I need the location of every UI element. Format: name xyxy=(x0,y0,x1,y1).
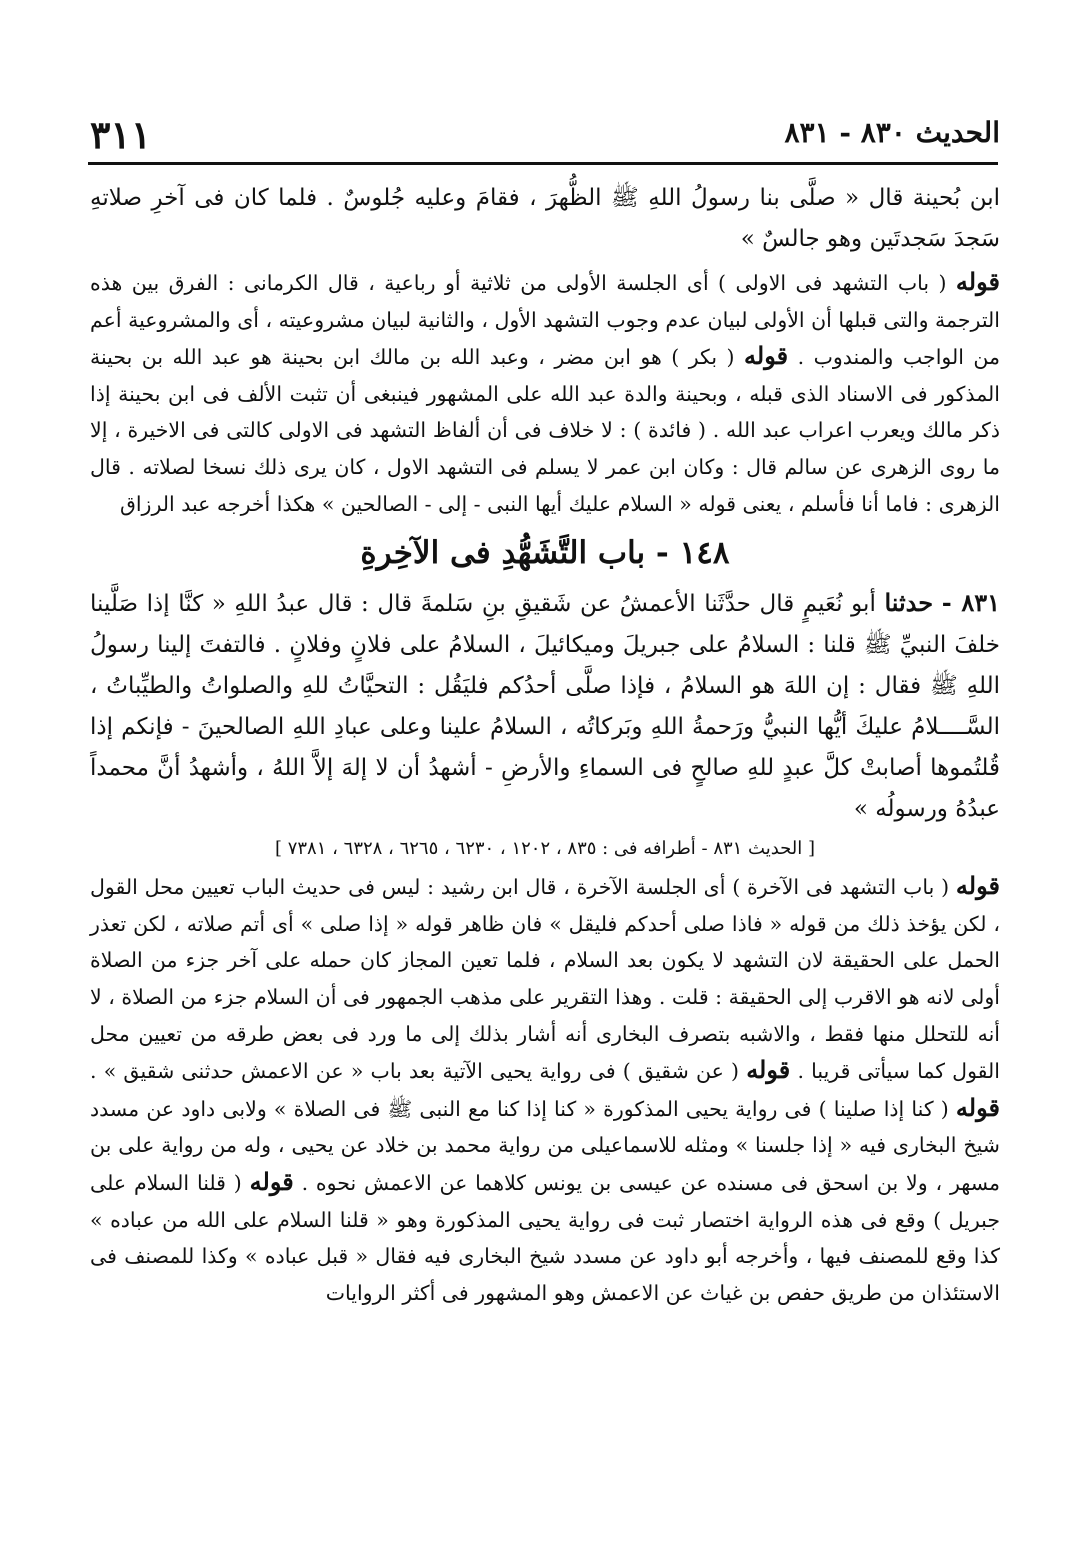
commentary-text: ( باب التشهد فى الآخرة ) أى الجلسة الآخرة ، قال ابن رشيد : ليس فى حديث الباب تعيين محل القول ، لكن يؤخذ ذلك من قوله « فاذا صلى أحدكم فليقل » فان ظاهر قوله « إذا صلى » أى أتم صلاته ، لكن تعذر الحمل على الحقيقة لان التشهد لا يكون بعد السلام ، فلما تعين المجاز كان حمله على آخر جزء من الصلاة أولى لانه هو الاقرب إلى الحقيقة : قلت . وهذا التقرير على مذهب الجمهور فى أن السلام جزء من الصلاة ، لا أنه للتحلل منها فقط ، والاشبه بتصرف البخارى أنه أشار بذلك إلى ما ورد فى بعض طرقه من تعيين محل القول كما سيأتى قريبا . xyxy=(90,875,1000,1084)
page-body xyxy=(90,178,1000,1311)
qawluhu-keyword: قوله xyxy=(955,871,1000,901)
commentary-paragraph-1 xyxy=(90,264,1000,522)
page-number: ٣١١ xyxy=(90,112,152,157)
chapter-title: ١٤٨ - باب التَّشَهُّدِ فى الآخِرةِ xyxy=(360,535,730,572)
qawluhu-keyword: قوله xyxy=(746,1055,791,1085)
commentary-text: ( كنا إذا صلينا ) فى رواية يحيى المذكورة « كنا إذا كنا مع النبى ﷺ فى الصلاة » ولابى داود عن مسدد شيخ البخارى فيه « إذا جلسنا » ومثله للاسماعيلى من رواية محمد بن خلاد عن يحيى ، وله من رواية على بن مسهر ، ولا بن اسحق فى مسنده عن عيسى بن يونس كلاهما عن الاعمش نحوه . xyxy=(90,1096,1000,1195)
hadith-number: ٨٣١ - xyxy=(941,588,1000,618)
running-title: الحديث ٨٣٠ - ٨٣١ xyxy=(784,116,1000,149)
commentary-text: ( بكر ) هو ابن مضر ، وعبد الله بن مالك ابن بحينة هو عبد الله بن بحينة المذكور فى الاسناد الذى قبله ، وبحينة والدة عبد الله على المشهور فينبغى أن تثبت الألف فى ابن بحينة إذا ذكر مالك ويعرب اعراب عبد الله . ( فائدة ) : لا خلاف فى أن ألفاظ التشهد فى الاولى كالتى فى الاخيرة ، إلا ما روى الزهرى عن سالم قال : وكان ابن عمر لا يسلم فى التشهد الاول ، كان يرى ذلك نسخا لصلاته . قال الزهرى : فاما أنا فأسلم ، يعنى قوله « السلام عليك أيها النبى - إلى - الصالحين » هكذا أخرجه عبد الرزاق xyxy=(90,345,1000,516)
commentary-text: ( قلنا السلام على جبريل ) وقع فى هذه الرواية اختصار ثبت فى رواية يحيى المذكورة وهو « قلنا السلام على الله من عباده » كذا وقع للمصنف فيها ، وأخرجه أبو داود عن مسدد شيخ البخارى فيه فقال « قبل عباده » وكذا للمصنف فى الاستئذان من طريق حفص بن غياث عن الاعمش وهو المشهور فى أكثر الروايات xyxy=(90,1170,1000,1305)
commentary-text: ( عن شقيق ) فى رواية يحيى الآتية بعد باب « عن الاعمش حدثنى شقيق » . xyxy=(90,1059,739,1084)
commentary-text: ( باب التشهد فى الاولى ) أى الجلسة الأولى من ثلاثية أو رباعية ، قال الكرمانى : الفرق بين هذه الترجمة والتى قبلها أن الأولى لبيان عدم وجوب التشهد الأول ، والثانية لبيان مشروعيته ، أى والمشروعية أعم من الواجب والمندوب . xyxy=(90,271,1000,370)
qawluhu-keyword: قوله xyxy=(955,267,1000,296)
hadith-paragraph xyxy=(90,582,1000,830)
header-rule xyxy=(88,162,998,165)
hadith-text: أبو نُعَيمٍ قال حدَّثَنا الأعمشُ عن شَقيقِ بنِ سَلمةَ قال : قال عبدُ اللهِ « كنَّا إذا صَلَّينا خلفَ النبيِّ ﷺ قلنا : السلامُ على جبريلَ وميكائيلَ ، السلامُ على فلانٍ وفلانٍ . فالتفتَ إلينا رسولُ اللهِ ﷺ فقال : إن اللهَ هو السلامُ ، فإذا صلَّى أحدُكم فليَقُل : التحيَّاتُ للهِ والصلواتُ والطيِّباتُ ، السَّــــلامُ عليكَ أيُّها النبيُّ ورَحمةُ اللهِ وبَركاتُه ، السلامُ علينا وعلى عبادِ اللهِ الصالحينَ - فإنكم إذا قُلتُموها أصابتْ كلَّ عبدٍ للهِ صالحٍ فى السماءِ والأرضِ - أشهدُ أن لا إلهَ إلاَّ اللهُ ، وأشهدُ أنَّ محمداً عبدُهُ ورسولُه » xyxy=(90,591,1000,823)
qawluhu-keyword: قوله xyxy=(249,1166,294,1196)
commentary-paragraph-2 xyxy=(90,868,1000,1311)
page-header xyxy=(90,112,1000,162)
qawluhu-keyword: قوله xyxy=(955,1092,1000,1122)
qawluhu-keyword: قوله xyxy=(744,341,789,371)
haddathana-word: حدثنا xyxy=(884,588,934,618)
hadith-cross-references: [ الحديث ٨٣١ - أطرافه فى : ٨٣٥ ، ١٢٠٢ ، ٦٢٣٠ ، ٦٢٦٥ ، ٦٣٢٨ ، ٧٣٨١ ] xyxy=(274,838,816,860)
prev-hadith-text: ابن بُحينة قال « صلَّى بنا رسولُ اللهِ ﷺ الظُّهرَ ، فقامَ وعليه جُلوسٌ . فلما كان فى آخرِ صلاتهِ سَجدَ سَجدتَين وهو جالسٌ » xyxy=(90,185,1000,252)
